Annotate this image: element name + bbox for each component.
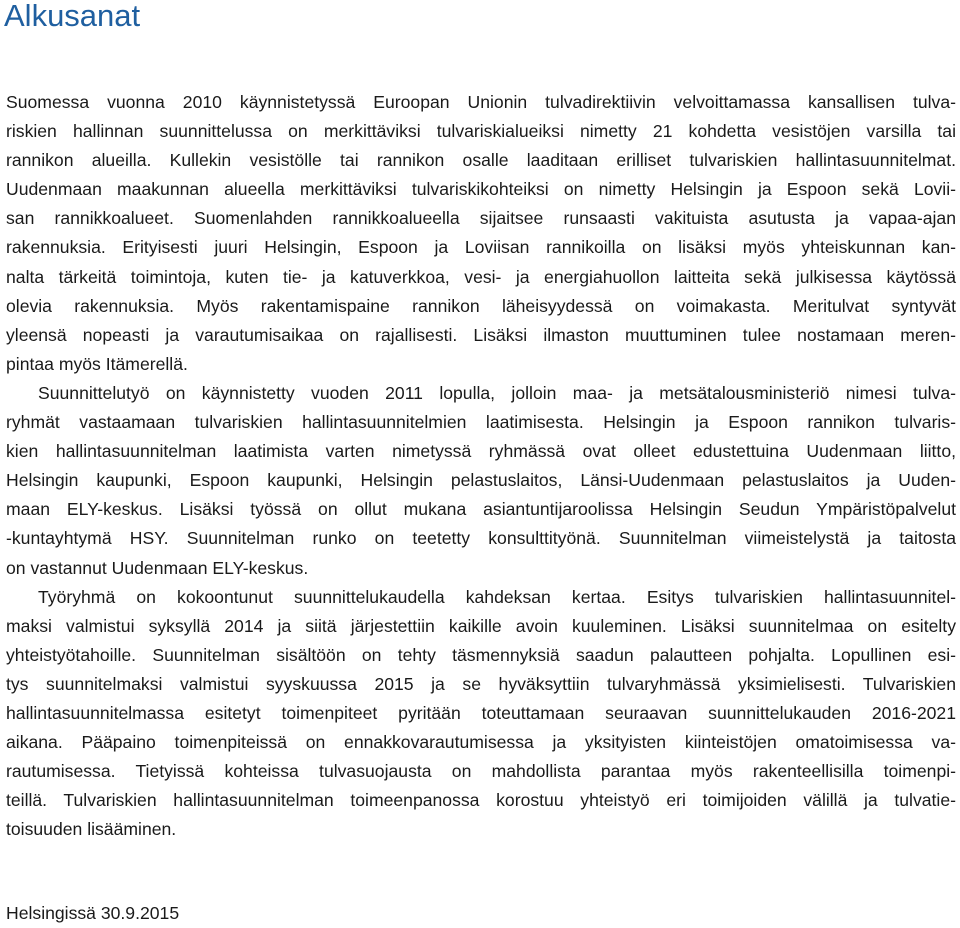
signature-line: Helsingissä 30.9.2015 <box>6 903 180 923</box>
paragraph-line: yleensä nopeasti ja varautumisaikaa on rajallisesti. Lisäksi ilmaston muuttuminen tulee nostamaan meren- <box>6 324 956 345</box>
paragraph-line: olevia rakennuksia. Myös rakentamispaine rannikon läheisyydessä on voimakasta. Meritulvat syntyvät <box>6 295 956 316</box>
document-body <box>6 88 956 844</box>
paragraph-line: hallintasuunnitelmassa esitetyt toimenpiteet pyritään toteuttamaan seuraavan suunnittelukauden 2016-2021 <box>6 702 956 723</box>
paragraph-line: rannikon alueilla. Kullekin vesistölle tai rannikon osalle laaditaan erilliset tulvariskien hallintasuunnitelmat. <box>6 150 956 171</box>
paragraph-line: -kuntayhtymä HSY. Suunnitelman runko on teetetty konsulttityönä. Suunnitelman viimeistelystä ja taitosta <box>6 528 956 549</box>
paragraph-line: riskien hallinnan suunnittelussa on merkittäviksi tulvariskialueiksi nimetty 21 kohdetta vesistöjen varsilla tai <box>6 121 956 142</box>
paragraph-line: san rannikkoalueet. Suomenlahden rannikkoalueella sijaitsee runsaasti vakituista asutusta ja vapaa-ajan <box>6 208 956 229</box>
paragraph <box>6 583 956 845</box>
paragraph-line: rakennuksia. Erityisesti juuri Helsingin, Espoon ja Loviisan rannikoilla on lisäksi myös yhteiskunnan kan- <box>6 237 956 258</box>
paragraph-line: Suomessa vuonna 2010 käynnistetyssä Euroopan Unionin tulvadirektiivin velvoittamassa kansallisen tulva- <box>6 92 956 112</box>
page-title: Alkusanat <box>4 0 141 33</box>
paragraph-line: Helsingin kaupunki, Espoon kaupunki, Helsingin pelastuslaitos, Länsi-Uudenmaan pelastuslaitos ja Uuden- <box>6 470 956 491</box>
paragraph <box>6 88 956 379</box>
paragraph-line: aikana. Pääpaino toimenpiteissä on ennakkovarautumisessa ja yksityisten kiinteistöjen omatoimisessa va- <box>6 732 956 753</box>
paragraph-line: rautumisessa. Tietyissä kohteissa tulvasuojausta on mahdollista parantaa myös rakenteellisilla toimenpi- <box>6 761 956 782</box>
paragraph-line: toisuuden lisääminen. <box>6 819 177 840</box>
paragraph-line: tys suunnitelmaksi valmistui syyskuussa 2015 ja se hyväksyttiin tulvaryhmässä yksimielisesti. Tulvariskien <box>6 673 956 694</box>
paragraph-line: maksi valmistui syksyllä 2014 ja siitä järjestettiin kaikille avoin kuuleminen. Lisäksi suunnitelmaa on esitelty <box>6 615 956 636</box>
paragraph-line: maan ELY-keskus. Lisäksi työssä on ollut mukana asiantuntijaroolissa Helsingin Seudun Ympäristöpalvelut <box>6 499 956 520</box>
paragraph-line: kien hallintasuunnitelman laatimista varten nimetyssä ryhmässä ovat olleet edustettuina Uudenmaan liitto, <box>6 441 956 462</box>
paragraph-line: yhteistyötahoille. Suunnitelman sisältöön on tehty täsmennyksiä saadun palautteen pohjalta. Lopullinen esi- <box>6 644 956 665</box>
paragraph-line: teillä. Tulvariskien hallintasuunnitelman toimeenpanossa korostuu yhteistyö eri toimijoiden välillä ja tulvatie- <box>6 790 956 811</box>
paragraph-line: Uudenmaan maakunnan alueella merkittäviksi tulvariskikohteiksi on nimetty Helsingin ja Espoon sekä Lovii- <box>6 179 956 200</box>
paragraph-line: on vastannut Uudenmaan ELY-keskus. <box>6 557 309 578</box>
paragraph-line: ryhmät vastaamaan tulvariskien hallintasuunnitelmien laatimisesta. Helsingin ja Espoon rannikon tulvaris- <box>6 412 956 433</box>
paragraph <box>6 379 956 583</box>
paragraph-line: pintaa myös Itämerellä. <box>6 353 188 374</box>
paragraph-line: nalta tärkeitä toimintoja, kuten tie- ja katuverkkoa, vesi- ja energiahuollon laitteita sekä julkisessa käytössä <box>6 266 956 287</box>
paragraph-line: Työryhmä on kokoontunut suunnittelukaudella kahdeksan kertaa. Esitys tulvariskien hallintasuunnitel- <box>38 586 956 607</box>
paragraph-line: Suunnittelutyö on käynnistetty vuoden 2011 lopulla, jolloin maa- ja metsätalousministeriö nimesi tulva- <box>38 382 956 403</box>
